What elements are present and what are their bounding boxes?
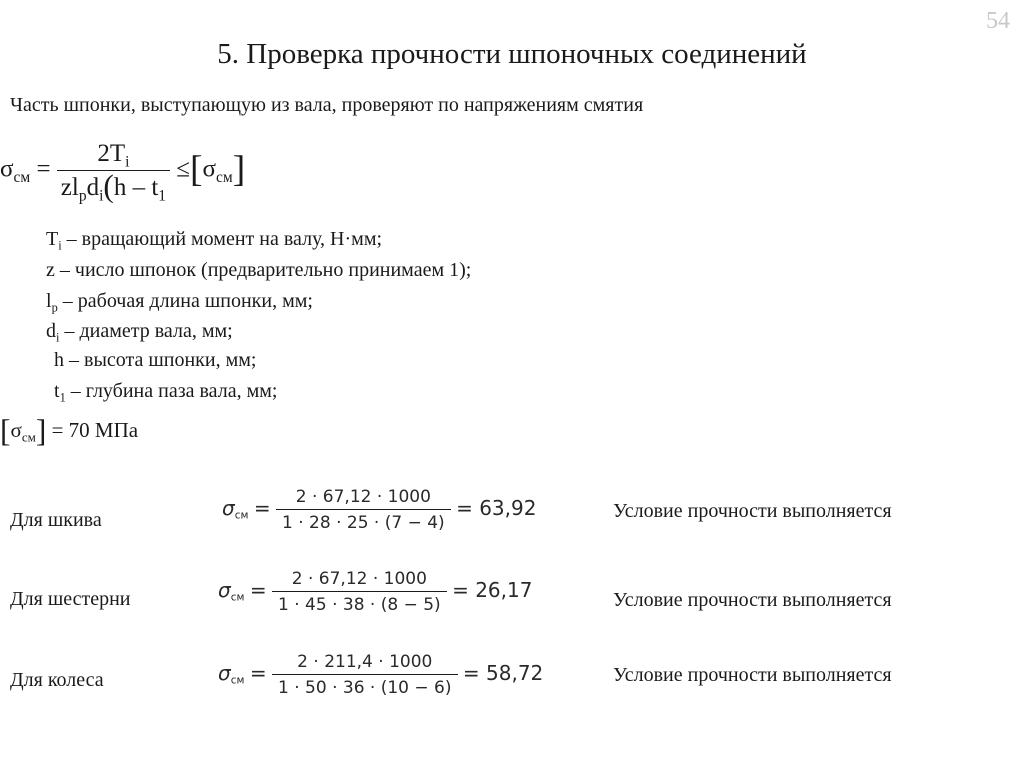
calc-wheel: $\sigma_{см}$ = $\frac{2 \cdot 211,4 \cdot 1000}{1 \cdot 50 \cdot 36 \cdot (10 - 6)}$ = 58,72 [218, 652, 544, 698]
formula-numerator: $2T_i$ [97, 140, 130, 171]
slide-title: 5. Проверка прочности шпоночных соединений [217, 38, 807, 70]
result-wheel: = 58,72 [462, 661, 544, 685]
definition-item: $l_p$ – рабочая длина шпонки, мм; [46, 290, 313, 315]
definition-item: $d_i$ – диаметр вала, мм; [46, 320, 233, 345]
page-number: 54 [986, 8, 1010, 34]
formula-equals: = [36, 155, 51, 183]
allowable-stress: $[\sigma_{см}] = 70$ МПа [0, 412, 139, 448]
status-wheel: Условие прочности выполняется [613, 664, 892, 686]
definition-item: $T_i$ – вращающий момент на валу, Н·мм; [46, 228, 383, 253]
calc-gear: $\sigma_{см}$ = $\frac{2 \cdot 67,12 \cdot 1000}{1 \cdot 45 \cdot 38 \cdot (8 - 5)}$ = 26,17 [218, 569, 533, 615]
formula-sigma-sub: см [13, 169, 31, 187]
status-gear: Условие прочности выполняется [613, 589, 892, 611]
formula-sigma: σ [0, 155, 14, 183]
case-label-pulley: Для шкива [10, 509, 102, 531]
definition-item: h – высота шпонки, мм; [54, 349, 257, 371]
definition-item: $t_1$ – глубина паза вала, мм; [54, 380, 278, 405]
main-formula: $\sigma_{см}$ = $\frac{2T_i}{zl_pd_i(h - t_1}$ $\le[\sigma_{см}]$ [0, 140, 246, 205]
result-gear: = 26,17 [452, 578, 533, 602]
formula-denominator: $zl_pd_i(h - t_1$ [57, 170, 170, 202]
formula-bracket-close: ] [232, 149, 246, 191]
formula-fraction [57, 140, 170, 205]
case-label-gear: Для шестерни [10, 588, 131, 610]
definition-item: z – число шпонок (предварительно принимаем 1); [46, 259, 472, 281]
intro-text: Часть шпонки, выступающую из вала, проверяют по напряжениям смятия [10, 94, 644, 116]
formula-bracket-open: [ [190, 149, 203, 191]
allowable-value: = 70 МПа [51, 418, 139, 442]
case-label-wheel: Для колеса [10, 669, 104, 691]
result-pulley: = 63,92 [456, 496, 537, 520]
status-pulley: Условие прочности выполняется [613, 500, 892, 522]
calc-pulley: $\sigma_{см}$ = $\frac{2 \cdot 67,12 \cdot 1000}{1 \cdot 28 \cdot 25 \cdot (7 - 4)}$ = 63,92 [222, 487, 537, 533]
formula-leq: ≤ [176, 155, 191, 183]
